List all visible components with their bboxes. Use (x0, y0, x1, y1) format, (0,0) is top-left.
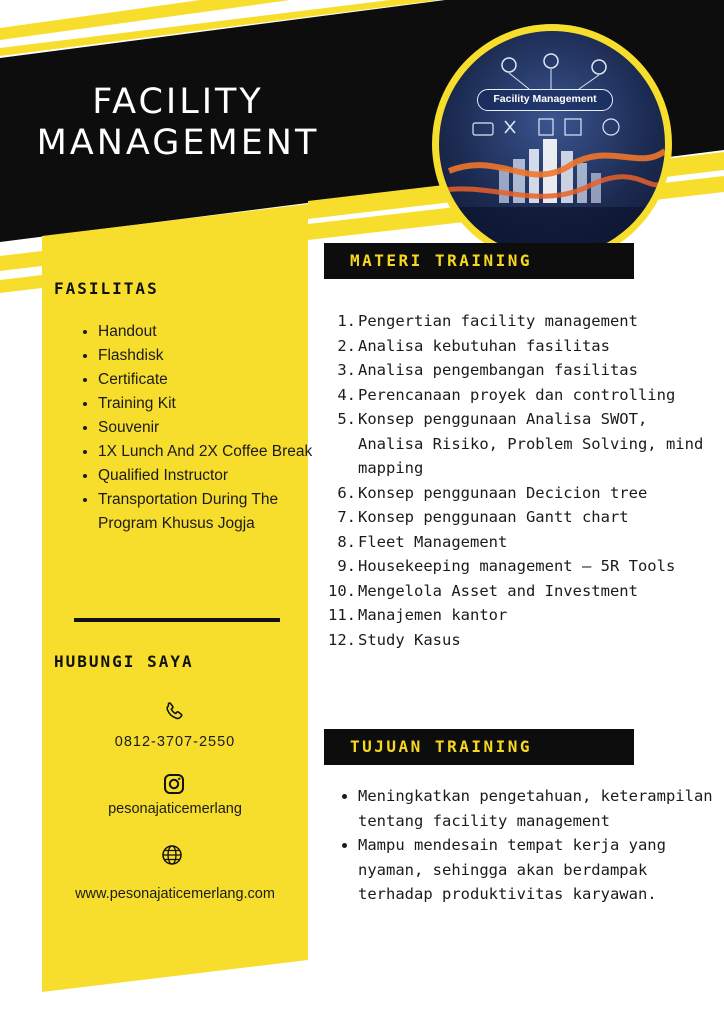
materi-list (320, 309, 720, 652)
tujuan-list (340, 784, 724, 907)
fasilitas-list (78, 320, 318, 536)
list-item: • Meningkatkan pengetahuan, keterampilan tentang facility management (358, 784, 724, 833)
item-number: 5. (337, 410, 356, 428)
tujuan-heading: TUJUAN TRAINING (324, 729, 634, 765)
list-item (320, 481, 720, 506)
item-number: 8. (337, 532, 356, 551)
item-number: 4. (337, 385, 356, 404)
title-line-2: MANAGEMENT (36, 123, 320, 163)
item-number: 12. (328, 630, 356, 649)
item-number: 10. (328, 581, 356, 600)
item-text: Konsep penggunaan Gantt chart (358, 508, 629, 526)
phone-number: 0812-3707-2550 (114, 734, 236, 750)
item-text: Mengelola Asset and Investment (358, 581, 638, 600)
list-item: • Handout (98, 320, 318, 344)
photo-label: Facility Management (477, 89, 613, 111)
header-photo (439, 31, 665, 257)
item-number: 9. (337, 557, 356, 575)
item-text: Konsep penggunaan Decicion tree (358, 483, 648, 502)
list-item: • Qualified Instructor (98, 464, 318, 488)
list-item (320, 505, 720, 530)
list-item (320, 530, 720, 555)
photo-illustration (439, 31, 665, 257)
item-text: Housekeeping management – 5R Tools (358, 557, 676, 575)
header-photo-frame (432, 24, 672, 264)
list-item: • Training Kit (98, 392, 318, 416)
item-number: 6. (337, 483, 356, 502)
item-text: Pengertian facility management (358, 312, 638, 330)
instagram-icon (162, 772, 186, 796)
list-item: • Transportation During The Program Khusus Jogja (98, 488, 318, 536)
list-item: • Mampu mendesain tempat kerja yang nyaman, sehingga akan berdampak terhadap produktivitas karyawan. (358, 833, 724, 907)
instagram-handle[interactable]: pesonajaticemerlang (108, 801, 242, 817)
list-item (320, 334, 720, 359)
list-item: • 1X Lunch And 2X Coffee Break (98, 440, 318, 464)
list-item (320, 407, 720, 481)
list-item (320, 358, 720, 383)
item-text: Study Kasus (358, 630, 461, 649)
list-item (320, 309, 720, 334)
list-item (320, 628, 720, 653)
item-text: Manajemen kantor (358, 606, 508, 624)
item-number: 2. (337, 336, 356, 355)
list-item (320, 554, 720, 579)
item-number: 11. (328, 606, 356, 624)
item-text: Konsep penggunaan Analisa SWOT, Analisa Risiko, Problem Solving, mind mapping (358, 410, 704, 477)
list-item: • Souvenir (98, 416, 318, 440)
item-text: Fleet Management (358, 532, 508, 551)
hubungi-heading: HUBUNGI SAYA (54, 652, 194, 671)
item-text: Perencanaan proyek dan controlling (358, 385, 676, 404)
item-number: 3. (337, 361, 356, 379)
page-title (18, 82, 338, 164)
materi-heading: MATERI TRAINING (324, 243, 634, 279)
title-line-1: FACILITY (92, 82, 264, 122)
globe-icon (160, 843, 184, 867)
list-item: • Flashdisk (98, 344, 318, 368)
fasilitas-heading: FASILITAS (54, 279, 159, 298)
list-item (320, 603, 720, 628)
list-item (320, 383, 720, 408)
section-divider (74, 618, 280, 622)
item-number: 7. (337, 508, 356, 526)
website-link[interactable]: www.pesonajaticemerlang.com (75, 886, 275, 902)
list-item (320, 579, 720, 604)
phone-icon (162, 700, 186, 724)
item-text: Analisa kebutuhan fasilitas (358, 336, 610, 355)
item-number: 1. (337, 312, 356, 330)
list-item: • Certificate (98, 368, 318, 392)
item-text: Analisa pengembangan fasilitas (358, 361, 638, 379)
